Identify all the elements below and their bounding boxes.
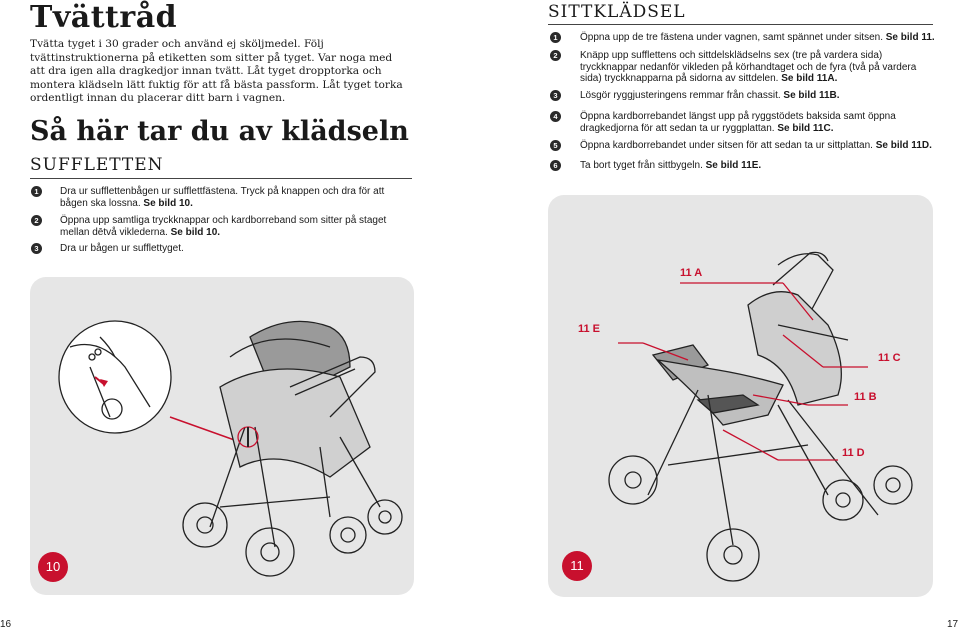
step-badge: 2 bbox=[31, 215, 42, 226]
callout-11b: 11 B bbox=[854, 391, 877, 403]
step-text: Knäpp upp sufflettens och sittdelsklädselns sex (tre på vardera sida) tryckknappar nedanför vikleden på körhandtaget och de fyra (två på vardera sida) tryckknapparna på sidorna av sittdelen. Se bild 11A. bbox=[580, 50, 917, 85]
stroller-illustration bbox=[30, 277, 414, 595]
callout-11d: 11 D bbox=[842, 447, 865, 459]
step-text: Öppna upp de tre fästena under vagnen, samt spännet under sitsen. Se bild 11. bbox=[580, 32, 935, 43]
page-number: 17 bbox=[947, 619, 959, 630]
step-text: Öppna upp samtliga tryckknappar och kardborreband som sitter på staget mellan dētvå viklederna. Se bild 10. bbox=[60, 215, 387, 238]
step-text: Öppna kardborrebandet längst upp på ryggstödets baksida samt öppna dragkedjorna för att sedan ta ur ryggplattan. Se bild 11C. bbox=[580, 111, 896, 134]
step-badge: 1 bbox=[31, 186, 42, 197]
step-badge: 6 bbox=[550, 160, 561, 171]
step-text: Ta bort tyget från sittbygeln. Se bild 11E. bbox=[580, 160, 762, 171]
figure-panel-11 bbox=[548, 195, 933, 597]
step-badge: 2 bbox=[550, 50, 561, 61]
figure-number-badge: 10 bbox=[38, 552, 68, 582]
callout-11e: 11 E bbox=[578, 323, 601, 335]
section-heading-suffletten: SUFFLETTEN bbox=[30, 155, 164, 175]
step-badge: 4 bbox=[550, 111, 561, 122]
step-badge: 3 bbox=[550, 90, 561, 101]
page-number: 16 bbox=[0, 619, 12, 630]
callout-11c: 11 C bbox=[878, 352, 901, 364]
removal-heading: Så här tar du av klädseln bbox=[30, 116, 409, 147]
section-rule bbox=[30, 178, 412, 179]
step-text: Dra ur sufflettenbågen ur sufflettfästena. Tryck på knappen och dra för att bågen ska lossna. Se bild 10. bbox=[60, 186, 385, 209]
step-badge: 3 bbox=[31, 243, 42, 254]
step-text: Öppna kardborrebandet under sitsen för att sedan ta ur sittplattan. Se bild 11D. bbox=[580, 140, 932, 151]
step-badge: 5 bbox=[550, 140, 561, 151]
callout-11a: 11 A bbox=[680, 267, 703, 279]
section-rule bbox=[548, 24, 933, 25]
section-heading-sittkladsel: SITTKLÄDSEL bbox=[548, 2, 686, 22]
step-badge: 1 bbox=[550, 32, 561, 43]
figure-number-badge: 11 bbox=[562, 551, 592, 581]
step-text: Lösgör ryggjusteringens remmar från chassit. Se bild 11B. bbox=[580, 90, 840, 101]
figure-panel-10 bbox=[30, 277, 414, 595]
step-text: Dra ur bågen ur sufflettyget. bbox=[60, 243, 184, 254]
page-title: Tvättråd bbox=[30, 0, 178, 35]
care-instructions: Tvätta tyget i 30 grader och använd ej sköljmedel. Följ tvättinstruktionerna på etiketten som sitter på tyget. Var noga med att dra igen alla dragkedjor innan tvätt. Låt tyget dropptorka och montera klädseln lätt fuktig för att få bästa passform. Låt tyget torka ordentligt innan du placerar ditt barn i vagnen. bbox=[30, 38, 403, 105]
